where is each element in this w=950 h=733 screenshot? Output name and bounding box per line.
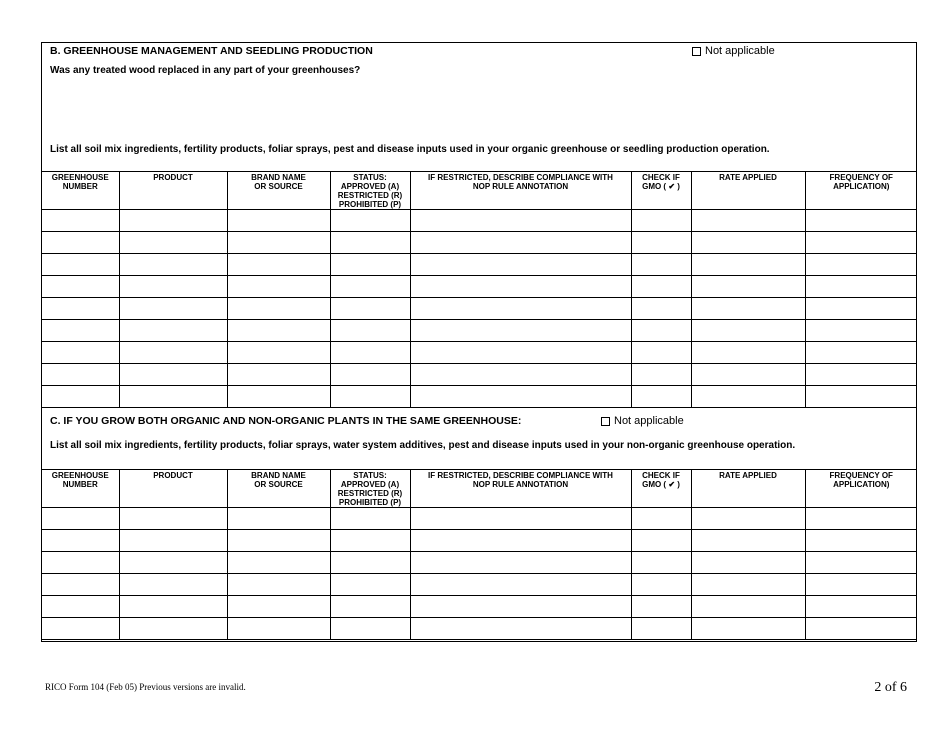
status-input[interactable] [331, 386, 410, 407]
status-input[interactable] [331, 574, 410, 595]
frequency-input[interactable] [806, 552, 918, 573]
greenhouse-number-input[interactable] [42, 298, 119, 319]
cell-product [119, 364, 227, 386]
column-header-status: STATUS: APPROVED (A) RESTRICTED (R) PROHIBITED (P) [330, 470, 410, 508]
cell-frequency [805, 298, 917, 320]
frequency-input[interactable] [806, 320, 918, 341]
gmo-check-input[interactable] [632, 210, 691, 231]
cell-restriction-compliance [410, 552, 631, 574]
product-input[interactable] [120, 298, 227, 319]
greenhouse-number-input[interactable] [42, 552, 119, 573]
form-identifier: RICO Form 104 (Feb 05) Previous versions are invalid. [45, 682, 246, 692]
cell-frequency [805, 530, 917, 552]
brand-name-input[interactable] [228, 596, 330, 617]
cell-gmo-check [631, 298, 691, 320]
greenhouse-number-input[interactable] [42, 342, 119, 363]
status-input[interactable] [331, 552, 410, 573]
column-header-product: PRODUCT [119, 470, 227, 508]
product-input[interactable] [120, 232, 227, 253]
frequency-input[interactable] [806, 232, 918, 253]
greenhouse-number-input[interactable] [42, 508, 119, 529]
cell-greenhouse-number [42, 254, 119, 276]
treated-wood-question: Was any treated wood replaced in any part of your greenhouses? [50, 65, 361, 76]
cell-frequency [805, 596, 917, 618]
cell-product [119, 320, 227, 342]
cell-gmo-check [631, 232, 691, 254]
cell-brand-name [227, 232, 330, 254]
rate-applied-input[interactable] [692, 574, 805, 595]
cell-rate-applied [691, 552, 805, 574]
column-header-status: STATUS: APPROVED (A) RESTRICTED (R) PROHIBITED (P) [330, 172, 410, 210]
section-c-not-applicable-checkbox[interactable] [601, 415, 684, 427]
cell-frequency [805, 254, 917, 276]
table-row [42, 530, 917, 552]
rate-applied-input[interactable] [692, 276, 805, 297]
table-row [42, 508, 917, 530]
status-input[interactable] [331, 364, 410, 385]
cell-restriction-compliance [410, 508, 631, 530]
section-c-instruction: List all soil mix ingredients, fertility products, foliar sprays, water system additives, pest and disease inputs used in your non-organic greenhouse operation. [50, 440, 796, 451]
brand-name-input[interactable] [228, 320, 330, 341]
cell-status [330, 618, 410, 640]
cell-rate-applied [691, 342, 805, 364]
cell-rate-applied [691, 254, 805, 276]
cell-product [119, 386, 227, 408]
cell-restriction-compliance [410, 298, 631, 320]
cell-gmo-check [631, 530, 691, 552]
greenhouse-number-input[interactable] [42, 574, 119, 595]
cell-frequency [805, 574, 917, 596]
cell-gmo-check [631, 320, 691, 342]
cell-rate-applied [691, 596, 805, 618]
rate-applied-input[interactable] [692, 298, 805, 319]
cell-restriction-compliance [410, 530, 631, 552]
status-input[interactable] [331, 254, 410, 275]
table-row [42, 574, 917, 596]
cell-restriction-compliance [410, 232, 631, 254]
frequency-input[interactable] [806, 386, 918, 407]
brand-name-input[interactable] [228, 298, 330, 319]
cell-brand-name [227, 342, 330, 364]
cell-product [119, 618, 227, 640]
table-row [42, 618, 917, 640]
table-row [42, 364, 917, 386]
table-row [42, 320, 917, 342]
brand-name-input[interactable] [228, 276, 330, 297]
restriction-compliance-input[interactable] [411, 210, 631, 231]
cell-frequency [805, 210, 917, 232]
checkbox-icon[interactable] [692, 47, 701, 56]
cell-brand-name [227, 618, 330, 640]
section-b-not-applicable-checkbox[interactable] [692, 45, 775, 57]
cell-restriction-compliance [410, 210, 631, 232]
restriction-compliance-input[interactable] [411, 298, 631, 319]
cell-status [330, 552, 410, 574]
brand-name-input[interactable] [228, 530, 330, 551]
cell-brand-name [227, 386, 330, 408]
cell-greenhouse-number [42, 276, 119, 298]
section-b-not-applicable-label: Not applicable [705, 45, 775, 57]
column-header-brand-name: BRAND NAME OR SOURCE [227, 172, 330, 210]
restriction-compliance-input[interactable] [411, 596, 631, 617]
status-input[interactable] [331, 530, 410, 551]
column-header-frequency: FREQUENCY OF APPLICATION) [805, 172, 917, 210]
cell-greenhouse-number [42, 298, 119, 320]
greenhouse-number-input[interactable] [42, 210, 119, 231]
cell-brand-name [227, 276, 330, 298]
restriction-compliance-input[interactable] [411, 386, 631, 407]
cell-restriction-compliance [410, 386, 631, 408]
restriction-compliance-input[interactable] [411, 276, 631, 297]
gmo-check-input[interactable] [632, 254, 691, 275]
column-header-gmo-check: CHECK IF GMO ( ✔ ) [631, 172, 691, 210]
cell-product [119, 276, 227, 298]
section-c-input-table [42, 469, 917, 640]
cell-greenhouse-number [42, 618, 119, 640]
cell-rate-applied [691, 276, 805, 298]
cell-brand-name [227, 298, 330, 320]
rate-applied-input[interactable] [692, 386, 805, 407]
cell-brand-name [227, 574, 330, 596]
cell-restriction-compliance [410, 364, 631, 386]
cell-product [119, 298, 227, 320]
cell-greenhouse-number [42, 232, 119, 254]
status-input[interactable] [331, 298, 410, 319]
brand-name-input[interactable] [228, 552, 330, 573]
table-row [42, 552, 917, 574]
gmo-check-input[interactable] [632, 276, 691, 297]
cell-rate-applied [691, 320, 805, 342]
cell-gmo-check [631, 386, 691, 408]
cell-frequency [805, 508, 917, 530]
gmo-check-input[interactable] [632, 232, 691, 253]
table-row [42, 298, 917, 320]
column-header-rate-applied: RATE APPLIED [691, 172, 805, 210]
cell-product [119, 342, 227, 364]
cell-status [330, 342, 410, 364]
cell-brand-name [227, 364, 330, 386]
gmo-check-input[interactable] [632, 386, 691, 407]
brand-name-input[interactable] [228, 254, 330, 275]
cell-greenhouse-number [42, 364, 119, 386]
greenhouse-number-input[interactable] [42, 276, 119, 297]
section-b-title: B. GREENHOUSE MANAGEMENT AND SEEDLING PRODUCTION [50, 45, 373, 57]
product-input[interactable] [120, 530, 227, 551]
section-c-not-applicable-label: Not applicable [614, 415, 684, 427]
brand-name-input[interactable] [228, 342, 330, 363]
cell-gmo-check [631, 508, 691, 530]
cell-rate-applied [691, 618, 805, 640]
column-header-greenhouse-number: GREENHOUSE NUMBER [42, 470, 119, 508]
product-input[interactable] [120, 508, 227, 529]
rate-applied-input[interactable] [692, 618, 805, 639]
brand-name-input[interactable] [228, 386, 330, 407]
restriction-compliance-input[interactable] [411, 530, 631, 551]
rate-applied-input[interactable] [692, 364, 805, 385]
cell-greenhouse-number [42, 342, 119, 364]
rate-applied-input[interactable] [692, 530, 805, 551]
gmo-check-input[interactable] [632, 552, 691, 573]
cell-greenhouse-number [42, 210, 119, 232]
frequency-input[interactable] [806, 596, 918, 617]
column-header-product: PRODUCT [119, 172, 227, 210]
restriction-compliance-input[interactable] [411, 254, 631, 275]
table-row [42, 596, 917, 618]
column-header-gmo-check: CHECK IF GMO ( ✔ ) [631, 470, 691, 508]
cell-restriction-compliance [410, 618, 631, 640]
rate-applied-input[interactable] [692, 210, 805, 231]
gmo-check-input[interactable] [632, 530, 691, 551]
table-row [42, 342, 917, 364]
section-b-input-table [42, 171, 917, 408]
greenhouse-number-input[interactable] [42, 232, 119, 253]
greenhouse-number-input[interactable] [42, 320, 119, 341]
product-input[interactable] [120, 574, 227, 595]
cell-brand-name [227, 530, 330, 552]
cell-status [330, 210, 410, 232]
table-header-row [42, 172, 917, 210]
greenhouse-number-input[interactable] [42, 530, 119, 551]
cell-greenhouse-number [42, 552, 119, 574]
product-input[interactable] [120, 596, 227, 617]
greenhouse-number-input[interactable] [42, 618, 119, 639]
brand-name-input[interactable] [228, 508, 330, 529]
cell-brand-name [227, 210, 330, 232]
rate-applied-input[interactable] [692, 596, 805, 617]
product-input[interactable] [120, 552, 227, 573]
status-input[interactable] [331, 508, 410, 529]
cell-frequency [805, 276, 917, 298]
cell-gmo-check [631, 618, 691, 640]
gmo-check-input[interactable] [632, 596, 691, 617]
column-header-rate-applied: RATE APPLIED [691, 470, 805, 508]
brand-name-input[interactable] [228, 618, 330, 639]
brand-name-input[interactable] [228, 574, 330, 595]
brand-name-input[interactable] [228, 210, 330, 231]
cell-status [330, 276, 410, 298]
gmo-check-input[interactable] [632, 298, 691, 319]
frequency-input[interactable] [806, 298, 918, 319]
cell-rate-applied [691, 364, 805, 386]
rate-applied-input[interactable] [692, 508, 805, 529]
table-row [42, 386, 917, 408]
rate-applied-input[interactable] [692, 342, 805, 363]
product-input[interactable] [120, 386, 227, 407]
table-row [42, 276, 917, 298]
cell-brand-name [227, 508, 330, 530]
cell-status [330, 254, 410, 276]
product-input[interactable] [120, 342, 227, 363]
cell-greenhouse-number [42, 508, 119, 530]
cell-status [330, 386, 410, 408]
cell-status [330, 298, 410, 320]
cell-frequency [805, 364, 917, 386]
cell-frequency [805, 320, 917, 342]
product-input[interactable] [120, 254, 227, 275]
gmo-check-input[interactable] [632, 508, 691, 529]
cell-greenhouse-number [42, 320, 119, 342]
cell-rate-applied [691, 574, 805, 596]
table-header-row [42, 470, 917, 508]
cell-brand-name [227, 552, 330, 574]
gmo-check-input[interactable] [632, 364, 691, 385]
cell-rate-applied [691, 298, 805, 320]
cell-gmo-check [631, 574, 691, 596]
gmo-check-input[interactable] [632, 320, 691, 341]
brand-name-input[interactable] [228, 232, 330, 253]
gmo-check-input[interactable] [632, 574, 691, 595]
product-input[interactable] [120, 320, 227, 341]
frequency-input[interactable] [806, 574, 918, 595]
cell-frequency [805, 232, 917, 254]
cell-status [330, 232, 410, 254]
cell-frequency [805, 618, 917, 640]
status-input[interactable] [331, 210, 410, 231]
cell-product [119, 508, 227, 530]
frequency-input[interactable] [806, 210, 918, 231]
gmo-check-input[interactable] [632, 618, 691, 639]
frequency-input[interactable] [806, 254, 918, 275]
greenhouse-number-input[interactable] [42, 364, 119, 385]
cell-restriction-compliance [410, 276, 631, 298]
greenhouse-number-input[interactable] [42, 254, 119, 275]
column-header-frequency: FREQUENCY OF APPLICATION) [805, 470, 917, 508]
cell-frequency [805, 552, 917, 574]
cell-status [330, 320, 410, 342]
column-header-brand-name: BRAND NAME OR SOURCE [227, 470, 330, 508]
status-input[interactable] [331, 342, 410, 363]
status-input[interactable] [331, 276, 410, 297]
status-input[interactable] [331, 232, 410, 253]
frequency-input[interactable] [806, 342, 918, 363]
restriction-compliance-input[interactable] [411, 364, 631, 385]
cell-gmo-check [631, 254, 691, 276]
restriction-compliance-input[interactable] [411, 342, 631, 363]
cell-rate-applied [691, 232, 805, 254]
cell-product [119, 232, 227, 254]
checkbox-icon[interactable] [601, 417, 610, 426]
cell-gmo-check [631, 276, 691, 298]
rate-applied-input[interactable] [692, 320, 805, 341]
cell-product [119, 596, 227, 618]
restriction-compliance-input[interactable] [411, 552, 631, 573]
cell-product [119, 552, 227, 574]
cell-rate-applied [691, 508, 805, 530]
greenhouse-number-input[interactable] [42, 596, 119, 617]
cell-gmo-check [631, 210, 691, 232]
cell-status [330, 364, 410, 386]
cell-rate-applied [691, 210, 805, 232]
product-input[interactable] [120, 210, 227, 231]
restriction-compliance-input[interactable] [411, 508, 631, 529]
restriction-compliance-input[interactable] [411, 574, 631, 595]
cell-restriction-compliance [410, 596, 631, 618]
cell-product [119, 574, 227, 596]
cell-brand-name [227, 254, 330, 276]
table-row [42, 232, 917, 254]
cell-restriction-compliance [410, 574, 631, 596]
cell-rate-applied [691, 386, 805, 408]
column-header-greenhouse-number: GREENHOUSE NUMBER [42, 172, 119, 210]
cell-frequency [805, 386, 917, 408]
product-input[interactable] [120, 618, 227, 639]
table-row [42, 254, 917, 276]
cell-greenhouse-number [42, 530, 119, 552]
column-header-restriction-compliance: IF RESTRICTED, DESCRIBE COMPLIANCE WITH NOP RULE ANNOTATION [410, 172, 631, 210]
cell-gmo-check [631, 364, 691, 386]
cell-greenhouse-number [42, 386, 119, 408]
rate-applied-input[interactable] [692, 552, 805, 573]
status-input[interactable] [331, 618, 410, 639]
cell-status [330, 530, 410, 552]
cell-gmo-check [631, 596, 691, 618]
cell-frequency [805, 342, 917, 364]
cell-brand-name [227, 596, 330, 618]
page-number: 2 of 6 [874, 680, 907, 695]
cell-product [119, 210, 227, 232]
frequency-input[interactable] [806, 364, 918, 385]
brand-name-input[interactable] [228, 364, 330, 385]
status-input[interactable] [331, 320, 410, 341]
section-c-title: C. IF YOU GROW BOTH ORGANIC AND NON-ORGANIC PLANTS IN THE SAME GREENHOUSE: [50, 415, 522, 427]
product-input[interactable] [120, 364, 227, 385]
table-row [42, 210, 917, 232]
cell-status [330, 574, 410, 596]
form-frame [41, 42, 917, 642]
rate-applied-input[interactable] [692, 232, 805, 253]
cell-product [119, 254, 227, 276]
restriction-compliance-input[interactable] [411, 232, 631, 253]
gmo-check-input[interactable] [632, 342, 691, 363]
cell-brand-name [227, 320, 330, 342]
cell-rate-applied [691, 530, 805, 552]
rate-applied-input[interactable] [692, 254, 805, 275]
cell-restriction-compliance [410, 254, 631, 276]
restriction-compliance-input[interactable] [411, 320, 631, 341]
cell-status [330, 508, 410, 530]
frequency-input[interactable] [806, 508, 918, 529]
status-input[interactable] [331, 596, 410, 617]
frequency-input[interactable] [806, 276, 918, 297]
cell-greenhouse-number [42, 574, 119, 596]
frequency-input[interactable] [806, 618, 918, 639]
cell-product [119, 530, 227, 552]
product-input[interactable] [120, 276, 227, 297]
cell-restriction-compliance [410, 320, 631, 342]
cell-greenhouse-number [42, 596, 119, 618]
cell-gmo-check [631, 342, 691, 364]
restriction-compliance-input[interactable] [411, 618, 631, 639]
frequency-input[interactable] [806, 530, 918, 551]
cell-status [330, 596, 410, 618]
greenhouse-number-input[interactable] [42, 386, 119, 407]
cell-gmo-check [631, 552, 691, 574]
cell-restriction-compliance [410, 342, 631, 364]
column-header-restriction-compliance: IF RESTRICTED, DESCRIBE COMPLIANCE WITH NOP RULE ANNOTATION [410, 470, 631, 508]
section-b-instruction: List all soil mix ingredients, fertility products, foliar sprays, pest and disease inputs used in your organic greenhouse or seedling production operation. [50, 144, 770, 155]
